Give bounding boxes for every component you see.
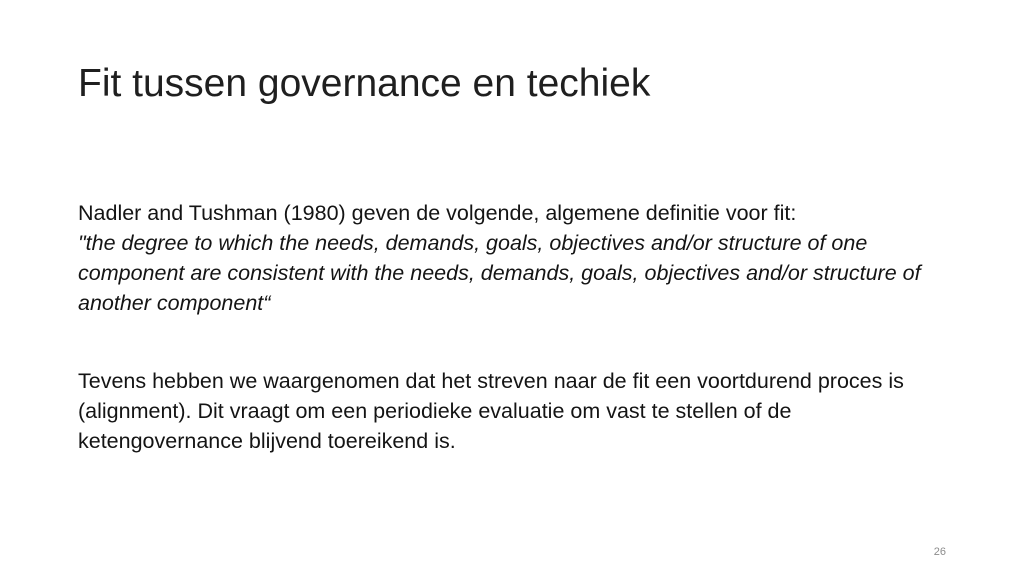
alignment-paragraph: Tevens hebben we waargenomen dat het streven naar de fit een voortdurend proces is (alignment). Dit vraagt om een periodieke evaluatie om vast te stellen of de ketengovernance blijvend toereikend is. (78, 369, 904, 453)
definition-quote: "the degree to which the needs, demands, goals, objectives and/or structure of one component are consistent with the needs, demands, goals, objectives and/or structure of another component“ (78, 231, 921, 315)
definition-paragraph (78, 198, 948, 318)
slide-body (78, 198, 948, 456)
definition-intro: Nadler and Tushman (1980) geven de volgende, algemene definitie voor fit: (78, 201, 797, 225)
slide-number: 26 (933, 546, 946, 558)
slide-title: Fit tussen governance en techiek (78, 62, 651, 105)
